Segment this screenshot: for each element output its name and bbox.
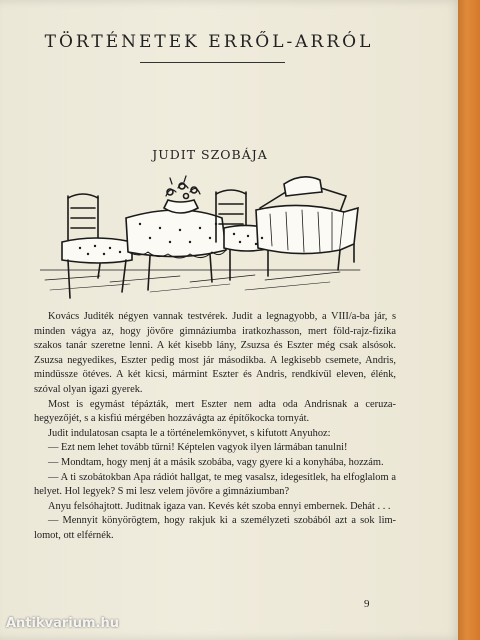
room-illustration — [40, 172, 370, 302]
header-rule — [140, 62, 285, 63]
book-cover-edge — [458, 0, 480, 640]
paragraph: Most is egymást tépázták, mert Eszter nem adta oda Andrisnak a ceruza-hegyezőjét, s a kisfiú mérgében hozzávágta az építőkocka tornyát. — [34, 398, 396, 425]
paragraph: Anyu felsóhajtott. Juditnak igaza van. Kevés két szoba ennyi embernek. Dehát . . . — [48, 500, 391, 512]
paragraph: Judit indulatosan csapta le a történelemkönyvet, s kifutott Anyuhoz: — [48, 427, 331, 439]
dialogue-line: — A ti szobátokban Apa rádiót hallgat, te meg vasalsz, idegesítlek, ha elfoglalom a helyet. Hol legyek? S mi lesz velem jövőre a gimnáziumban? — [34, 471, 396, 498]
body-text — [34, 310, 396, 544]
dialogue-line: — Mennyit könyörögtem, hogy rakjuk ki a személyzeti szobából azt a sok lim-lomot, ott elférnék. — [34, 515, 396, 541]
dialogue-line: — Mondtam, hogy menj át a másik szobába, vagy gyere ki a konyhába, hozzám. — [48, 456, 384, 468]
chapter-title: JUDIT SZOBÁJA — [152, 147, 268, 162]
paragraph: Kovács Juditék négyen vannak testvérek. Judit a legnagyobb, a VIII/a-ba jár, s minden vágya az, hogy jövőre gimnáziumba iratkozhasson, mert föld-rajz-fizika szakos tanár szeretne lenni. A két kisebb lány, Zsuzsa és Eszter még csak alsósok. Zsuzsa negyedikes, Eszter pedig most jár másodikba. A legkisebb csemete, Andris, mindüssze ötéves. A két kicsi, mármint Eszter és Andris, rendkívül eleven, élénk, szóval olyan igazi gyerek. — [34, 311, 396, 395]
page-number: 9 — [364, 598, 370, 610]
dialogue-line: — Ezt nem lehet tovább tűrni! Képtelen vagyok ilyen lármában tanulni! — [48, 442, 348, 454]
watermark: Antikvarium.hu — [6, 616, 119, 631]
running-head: TÖRTÉNETEK ERRŐL-ARRÓL — [44, 32, 374, 52]
